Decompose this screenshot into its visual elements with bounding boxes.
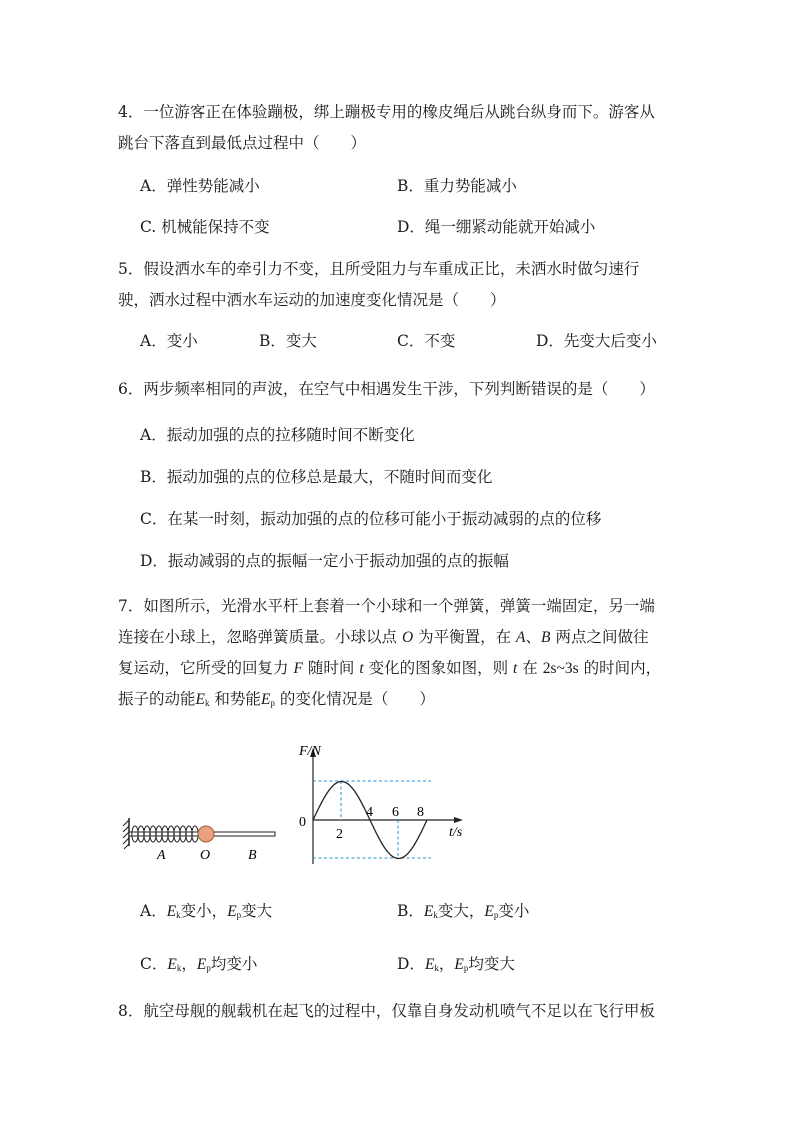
q7-var-a: A <box>516 629 526 646</box>
q4-text-line2: 跳台下落直到最低点过程中（ ） <box>118 134 367 152</box>
spring-ball-figure <box>120 810 285 866</box>
tick-4: 4 <box>366 805 373 820</box>
q5-option-b: B．变大 <box>259 332 317 350</box>
q7-option-c: C．$E_k$，$E_p$均变小 <box>140 955 258 973</box>
q7-var-t2: t <box>513 660 518 677</box>
origin-label: 0 <box>299 815 306 830</box>
q7-ek-symbol: $E_k$ <box>195 691 210 708</box>
q7-line4-seg3: 的变化情况是（ ） <box>279 690 435 708</box>
q7-option-b: B．$E_k$变大，$E_p$变小 <box>397 902 530 920</box>
q7-line4-seg2: 和势能 <box>214 690 261 708</box>
x-axis-label: t/s <box>449 825 463 840</box>
q7-line3-seg1: 复运动，它所受的回复力 <box>118 659 289 677</box>
q6-option-b: B．振动加强的点的位移总是最大，不随时间而变化 <box>140 468 493 486</box>
q5-option-c: C．不变 <box>397 332 456 350</box>
q4-text-line1: 4．一位游客正在体验蹦极，绑上蹦极专用的橡皮绳后从跳台纵身而下。游客从 <box>118 103 655 121</box>
q6-option-c: C．在某一时刻，振动加强的点的位移可能小于振动减弱的点的位移 <box>140 510 602 528</box>
q4-option-c: C. 机械能保持不变 <box>140 218 270 236</box>
q7-time-range: 2s~3s <box>542 660 579 677</box>
label-b: B <box>248 848 257 863</box>
q7-text-line1: 7．如图所示，光滑水平杆上套着一个小球和一个弹簧，弹簧一端固定，另一端 <box>118 597 655 615</box>
q7-line3-seg2: 随时间 <box>307 659 355 677</box>
tick-6: 6 <box>392 805 399 820</box>
tick-8: 8 <box>417 805 424 820</box>
q5-option-d: D．先变大后变小 <box>536 332 657 350</box>
q5-text-line1: 5．假设洒水车的牵引力不变，且所受阻力与车重成正比，未洒水时做匀速行 <box>118 260 640 278</box>
ball <box>198 826 214 842</box>
q7-text-line3 <box>118 658 661 679</box>
q7-text-line2 <box>118 627 648 648</box>
q7-line2-seg4: 两点之间做往 <box>555 628 649 646</box>
force-time-graph <box>295 740 475 870</box>
q5-option-a: A．变小 <box>140 332 198 350</box>
y-axis-label: F/N <box>299 744 321 759</box>
q7-option-d: D．$E_k$，$E_p$均变大 <box>397 955 515 973</box>
q6-option-a: A．振动加强的点的拉移随时间不断变化 <box>140 426 415 444</box>
q4-option-a: A．弹性势能减小 <box>140 177 260 195</box>
q5-text-line2: 驶，洒水过程中洒水车运动的加速度变化情况是（ ） <box>118 291 506 309</box>
q7-var-t: t <box>359 660 364 677</box>
q7-var-o: O <box>401 629 414 646</box>
q7-line4-seg1: 振子的动能 <box>118 690 196 708</box>
tick-2: 2 <box>336 827 343 842</box>
q4-option-d: D．绳一绷紧动能就开始减小 <box>397 218 596 236</box>
q8-text-line1: 8．航空母舰的舰载机在起飞的过程中，仅靠自身发动机喷气不足以在飞行甲板 <box>118 1002 655 1020</box>
q7-line2-seg1: 连接在小球上，忽略弹簧质量。小球以点 <box>118 628 398 646</box>
x-axis-arrow <box>454 817 463 823</box>
q7-var-f: F <box>293 660 303 677</box>
q7-line2-seg2: 为平衡置，在 <box>418 628 512 646</box>
q4-option-b: B．重力势能减小 <box>397 177 517 195</box>
q6-text-line1: 6．两步频率相同的声波，在空气中相遇发生干涉，下列判断错误的是（ ） <box>118 380 655 398</box>
q7-option-a: A．$E_k$变小，$E_p$变大 <box>140 902 273 920</box>
q7-line3-seg4: 在 <box>522 659 538 677</box>
q7-text-line4 <box>118 689 435 713</box>
label-a: A <box>157 848 166 863</box>
q7-line3-seg3: 变化的图象如图，则 <box>368 659 509 677</box>
q7-var-b: B <box>541 629 551 646</box>
q7-line3-seg5: 的时间内， <box>583 659 662 677</box>
wall-hatch <box>123 820 129 849</box>
q7-ep-symbol: $E_p$ <box>260 691 275 708</box>
q7-line2-seg3: 、 <box>525 628 542 646</box>
label-o: O <box>200 848 211 863</box>
q6-option-d: D．振动减弱的点的振幅一定小于振动加强的点的振幅 <box>140 552 509 570</box>
